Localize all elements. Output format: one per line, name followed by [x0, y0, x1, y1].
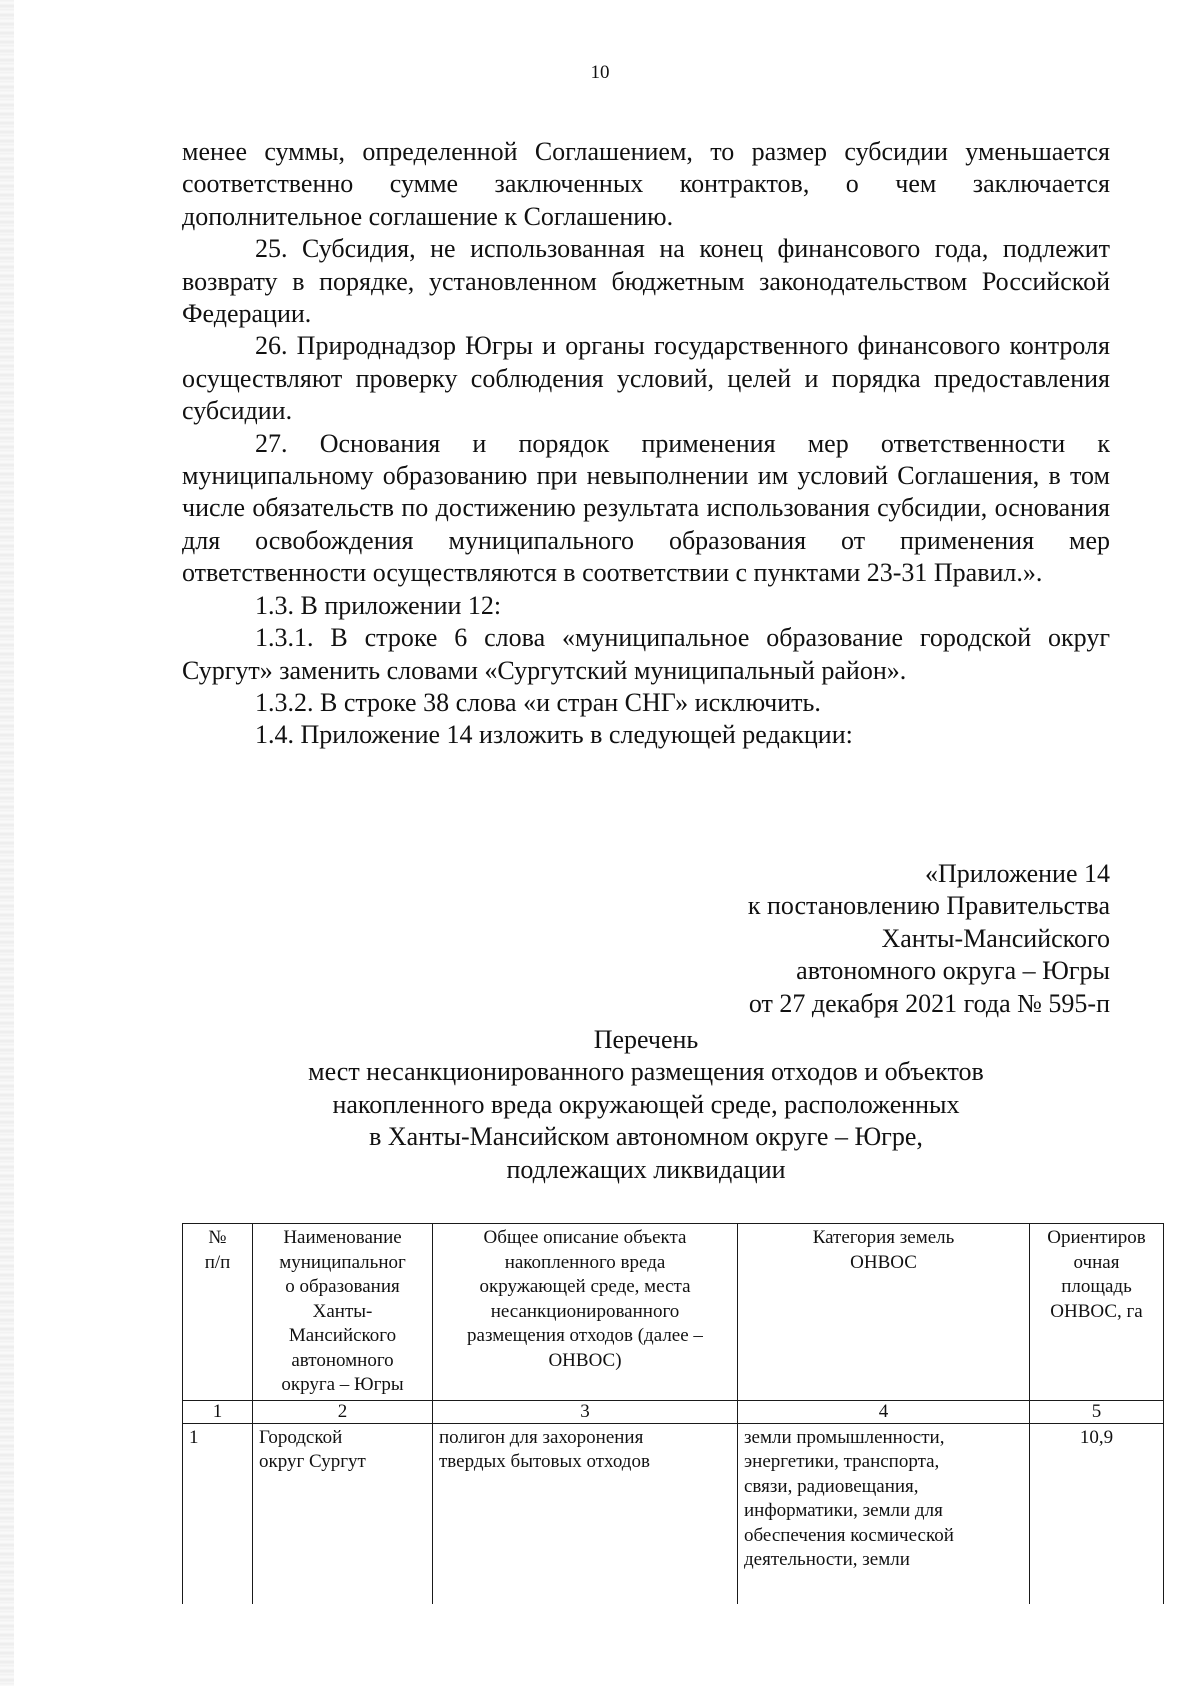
paragraph-continuation: менее суммы, определенной Соглашением, то размер субсидии уменьшается соответственно сумме заключенных контрактов, о чем заключается дополнительное соглашение к Соглашению. — [182, 137, 1110, 231]
appendix-ref-line: Ханты-Мансийского — [881, 923, 1110, 953]
table-row — [183, 1423, 1164, 1604]
paragraph-1-3: 1.3. В приложении 12: — [255, 590, 502, 620]
header-area: Ориентиров очная площадь ОНВОС, га — [1030, 1224, 1164, 1401]
appendix-ref-line: к постановлению Правительства — [747, 891, 1110, 921]
paragraph-25: 25. Субсидия, не использованная на конец финансового года, подлежит возврату в порядке, установленном бюджетным законодательством Российской Федерации. — [182, 234, 1110, 329]
header-land-category: Категория земель ОНВОС — [738, 1224, 1030, 1401]
list-title-line: в Ханты-Мансийском автономном округе – Югре, — [369, 1122, 923, 1152]
appendix-ref-line: автономного округа – Югры — [796, 956, 1110, 986]
column-number: 5 — [1030, 1400, 1164, 1423]
table-header-row — [183, 1224, 1164, 1401]
table-column-numbers-row — [183, 1400, 1164, 1423]
list-title-line: мест несанкционированного размещения отходов и объектов — [308, 1057, 984, 1087]
paragraph-26: 26. Природнадзор Югры и органы государственного финансового контроля осуществляют проверку соблюдения условий, целей и порядка предоставления субсидии. — [182, 331, 1110, 426]
header-number: № п/п — [183, 1224, 253, 1401]
column-number: 4 — [738, 1400, 1030, 1423]
scan-edge-artifact — [0, 0, 14, 1686]
column-number: 3 — [433, 1400, 738, 1423]
appendix-ref-line: от 27 декабря 2021 года № 595-п — [748, 988, 1110, 1018]
cell-land-category: земли промышленности, энергетики, транспорта, связи, радиовещания, информатики, земли для обеспечения космической деятельности, земли — [738, 1423, 1030, 1604]
onvos-table — [182, 1223, 1164, 1604]
list-title-line: накопленного вреда окружающей среде, расположенных — [332, 1089, 960, 1119]
header-description: Общее описание объекта накопленного вреда окружающей среде, места несанкционированного размещения отходов (далее – ОНВОС) — [433, 1224, 738, 1401]
appendix-ref-line: «Приложение 14 — [924, 859, 1110, 888]
column-number: 2 — [253, 1400, 433, 1423]
cell-description: полигон для захоронения твердых бытовых отходов — [433, 1423, 738, 1604]
header-municipality: Наименование муниципальног о образования Ханты- Мансийского автономного округа – Югры — [253, 1224, 433, 1401]
cell-municipality: Городской округ Сургут — [253, 1423, 433, 1604]
paragraph-27: 27. Основания и порядок применения мер ответственности к муниципальному образованию при невыполнении им условий Соглашения, в том числе обязательств по достижению результата использования субсидии, основания для освобождения муниципального образования от применения мер ответственности осуществляются в соответствии с пунктами 23-31 Правил.». — [182, 428, 1110, 588]
cell-area: 10,9 — [1030, 1423, 1164, 1604]
cell-number: 1 — [183, 1423, 253, 1604]
list-title — [182, 1024, 1110, 1186]
appendix-reference — [748, 858, 1110, 1020]
list-title-line: подлежащих ликвидации — [506, 1154, 786, 1184]
column-number: 1 — [183, 1400, 253, 1423]
page-number: 10 — [590, 62, 610, 83]
list-title-line: Перечень — [593, 1025, 699, 1054]
paragraph-1-3-1: 1.3.1. В строке 6 слова «муниципальное образование городской округ Сургут» заменить словами «Сургутский муниципальный район». — [182, 623, 1110, 685]
body-text — [182, 136, 1110, 752]
paragraph-1-4: 1.4. Приложение 14 изложить в следующей редакции: — [255, 720, 853, 750]
paragraph-1-3-2: 1.3.2. В строке 38 слова «и стран СНГ» исключить. — [255, 687, 821, 717]
